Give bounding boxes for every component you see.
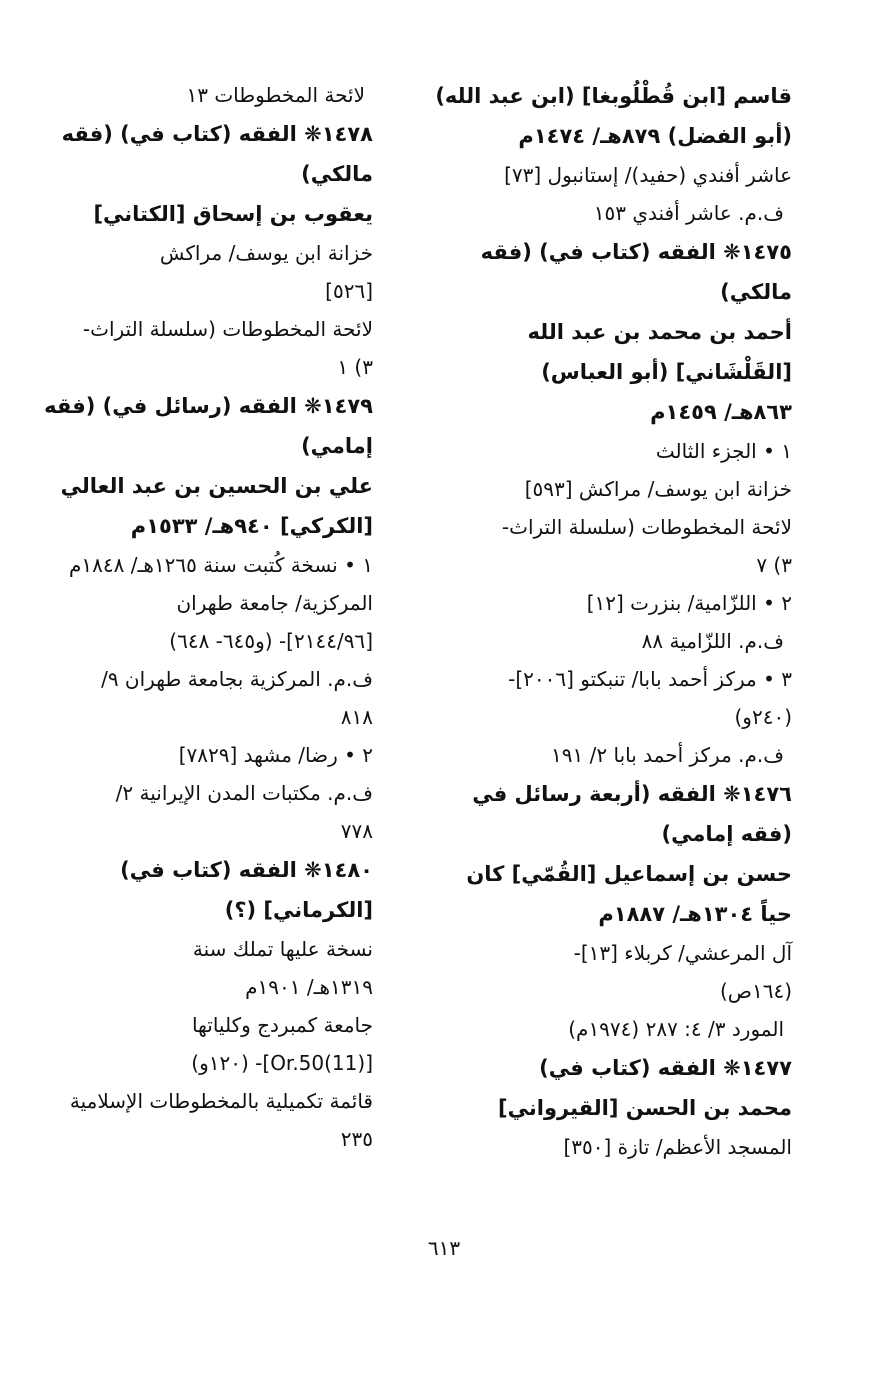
author-line: محمد بن الحسن [القيرواني] <box>498 1096 792 1120</box>
text-line: المركزية/ جامعة طهران <box>176 591 373 615</box>
text-line: ٧٧٨ <box>340 819 373 843</box>
text-line: جامعة كمبردج وكلياتها <box>191 1013 373 1037</box>
text-line: ٣ • مركز أحمد بابا/ تنبكتو [٢٠٠٦]- <box>508 667 792 691</box>
text-line: [٢١٤٤/٩٦]- (و٦٤٥- ٦٤٨) <box>169 629 373 653</box>
author-line: قاسم [ابن قُطْلُوبغا] (ابن عبد الله) <box>435 84 792 108</box>
text-line: ١ • الجزء الثالث <box>655 439 792 463</box>
text-line: ٣) ٧ <box>756 553 792 577</box>
left-column <box>44 76 373 1158</box>
author-line: [الكركي] ٩٤٠هـ/ ١٥٣٣م <box>130 514 373 538</box>
text-line: ف.م. مكتبات المدن الإيرانية ٢/ <box>115 781 373 805</box>
author-line: ٨٦٣هـ/ ١٤٥٩م <box>650 400 792 424</box>
text-line: ٨١٨ <box>340 705 373 729</box>
author-line: [الكرماني] (؟) <box>224 898 373 922</box>
entry-heading: ١٤٧٦❋ الفقه (أربعة رسائل في <box>472 782 792 806</box>
text-line: ف.م. المركزية بجامعة طهران ٩/ <box>101 667 373 691</box>
author-line: [القَلْشَاني] (أبو العباس) <box>541 360 792 384</box>
text-line: ٢٣٥ <box>340 1127 373 1151</box>
page-number: ٦١٣ <box>427 1236 461 1260</box>
entry-heading: ١٤٧٧❋ الفقه (كتاب في) <box>539 1056 792 1080</box>
author-line: علي بن الحسين بن عبد العالي <box>60 474 373 498</box>
text-line: نسخة عليها تملك سنة <box>192 937 373 961</box>
text-line: لائحة المخطوطات (سلسلة التراث- <box>501 515 792 539</box>
text-line: قائمة تكميلية بالمخطوطات الإسلامية <box>69 1089 373 1113</box>
text-line: ١ • نسخة كُتبت سنة ١٢٦٥هـ/ ١٨٤٨م <box>69 553 373 577</box>
text-line: ف.م. مركز أحمد بابا ٢/ ١٩١ <box>551 743 784 767</box>
text-line: ١٣١٩هـ/ ١٩٠١م <box>245 975 373 999</box>
author-line: حسن بن إسماعيل [القُمّي] كان <box>466 862 792 886</box>
author-line: يعقوب بن إسحاق [الكتاني] <box>93 202 373 226</box>
text-line: [Or.50(11)]- (١٢٠و) <box>191 1051 373 1075</box>
author-line: أحمد بن محمد بن عبد الله <box>527 320 792 344</box>
text-line: [٥٢٦] <box>325 279 373 303</box>
author-line: (أبو الفضل) ٨٧٩هـ/ ١٤٧٤م <box>518 124 792 148</box>
entry-heading: (فقه إمامي) <box>661 822 792 846</box>
text-line: خزانة ابن يوسف/ مراكش [٥٩٣] <box>524 477 792 501</box>
text-line: المورد ٣/ ٤: ٢٨٧ (١٩٧٤م) <box>568 1017 784 1041</box>
text-line: لائحة المخطوطات (سلسلة التراث- <box>82 317 373 341</box>
entry-heading: ١٤٨٠❋ الفقه (كتاب في) <box>120 858 373 882</box>
text-line: ٢ • اللزّامية/ بنزرت [١٢] <box>586 591 792 615</box>
text-line: آل المرعشي/ كربلاء [١٣]- <box>573 941 792 965</box>
text-line: ٣) ١ <box>337 355 373 379</box>
entry-heading: مالكي) <box>720 280 792 304</box>
author-line: حياً ١٣٠٤هـ/ ١٨٨٧م <box>598 902 792 926</box>
text-line: ف.م. اللزّامية ٨٨ <box>641 629 784 653</box>
text-line: (٢٤٠و) <box>734 705 792 729</box>
text-line: ٢ • رضا/ مشهد [٧٨٢٩] <box>178 743 373 767</box>
entry-heading: مالكي) <box>301 162 373 186</box>
entry-heading: ١٤٧٩❋ الفقه (رسائل في) (فقه <box>44 394 373 418</box>
text-line: عاشر أفندي (حفيد)/ إستانبول [٧٣] <box>504 163 792 187</box>
text-line: خزانة ابن يوسف/ مراكش <box>159 241 373 265</box>
text-line: المسجد الأعظم/ تازة [٣٥٠] <box>563 1135 792 1159</box>
entry-heading: ١٤٧٥❋ الفقه (كتاب في) (فقه <box>480 240 792 264</box>
entry-heading: ١٤٧٨❋ الفقه (كتاب في) (فقه <box>61 122 373 146</box>
entry-heading: إمامي) <box>301 434 373 458</box>
text-line: ف.م. عاشر أفندي ١٥٣ <box>593 201 784 225</box>
text-line: (١٦٤ص) <box>719 979 792 1003</box>
text-line: لائحة المخطوطات ١٣ <box>186 83 365 107</box>
right-column <box>435 76 792 1166</box>
